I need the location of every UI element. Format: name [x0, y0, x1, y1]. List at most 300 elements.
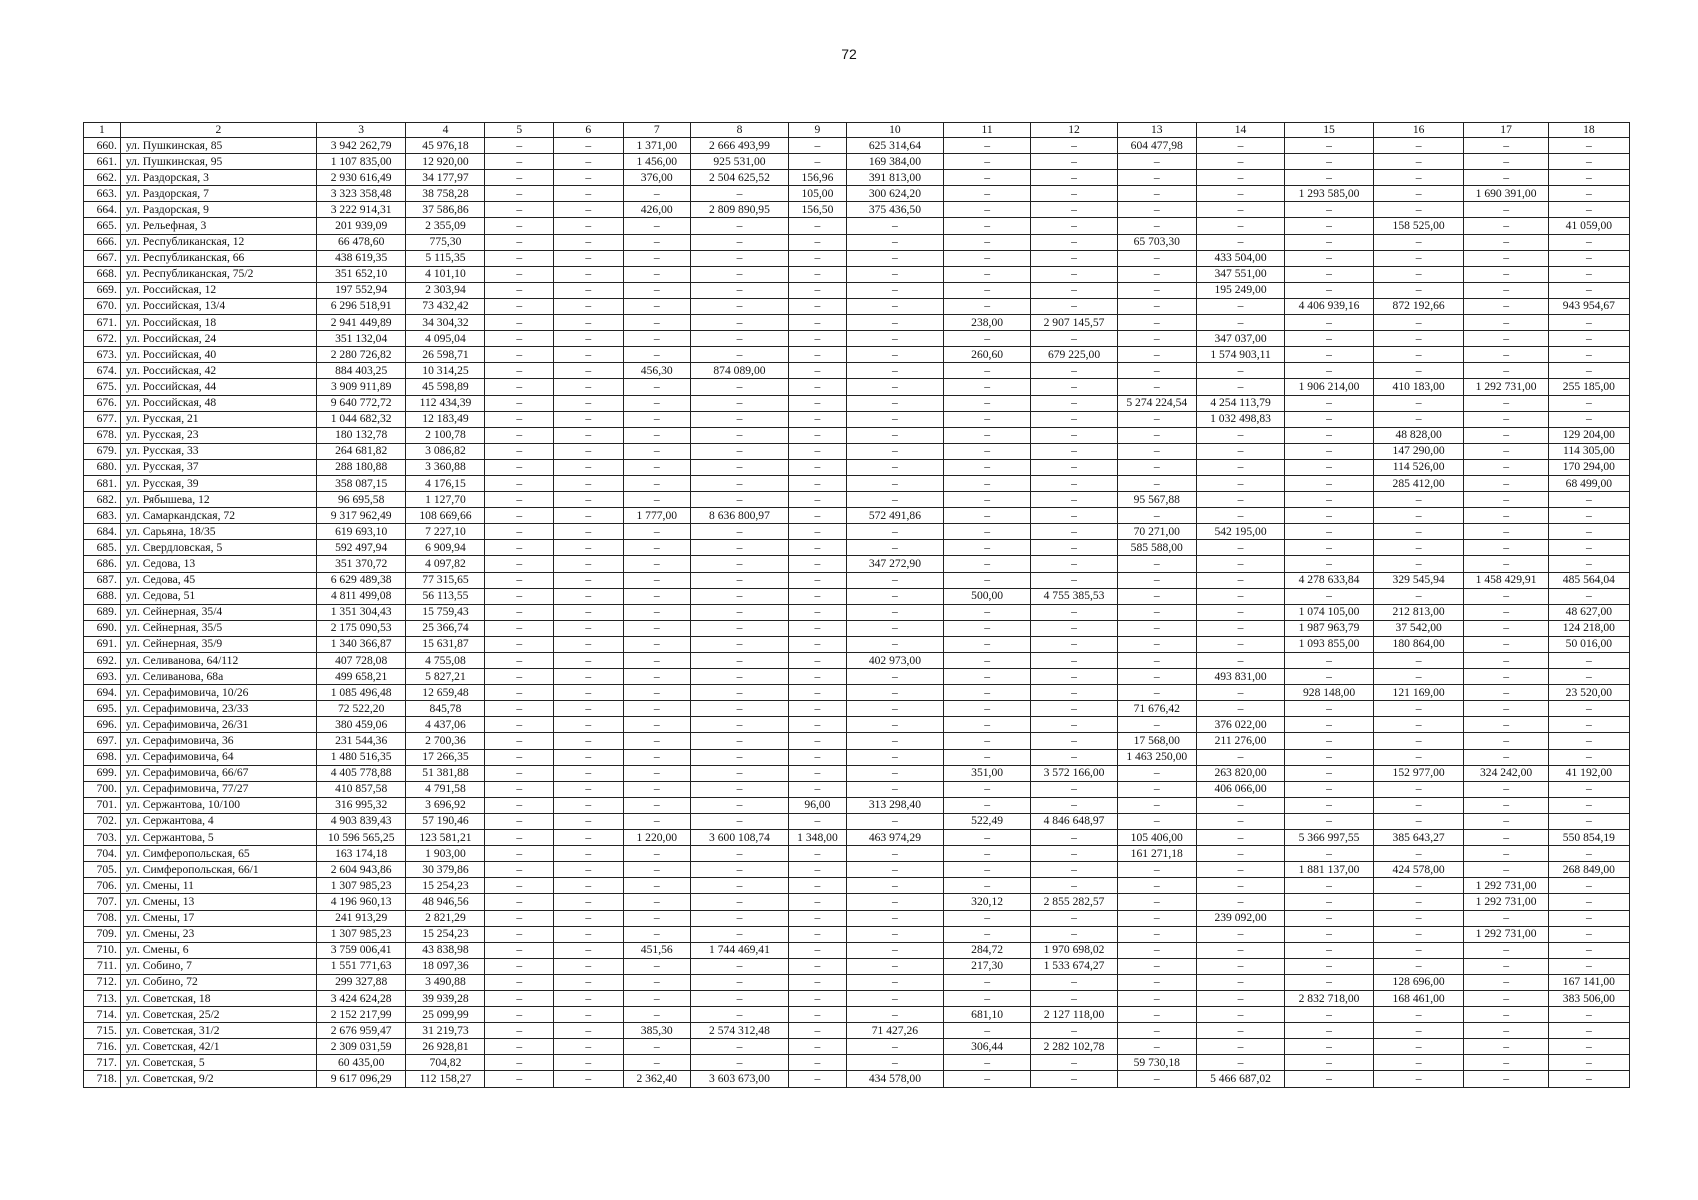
value-cell: – — [788, 846, 846, 862]
value-cell: 43 838,98 — [406, 942, 485, 958]
value-cell: – — [1464, 395, 1548, 411]
value-cell: – — [553, 926, 623, 942]
value-cell: – — [1548, 556, 1629, 572]
value-cell: – — [1117, 685, 1196, 701]
value-cell: – — [1117, 1071, 1196, 1087]
value-cell: – — [485, 266, 554, 282]
column-header: 10 — [846, 123, 943, 138]
value-cell: – — [485, 395, 554, 411]
value-cell: – — [623, 540, 690, 556]
value-cell: 105 406,00 — [1117, 830, 1196, 846]
value-cell: 180 132,78 — [316, 427, 406, 443]
value-cell: 2 504 625,52 — [690, 170, 788, 186]
value-cell: – — [1285, 974, 1374, 990]
value-cell: – — [553, 508, 623, 524]
value-cell: – — [690, 910, 788, 926]
value-cell: – — [788, 990, 846, 1006]
value-cell: – — [553, 958, 623, 974]
value-cell: 4 097,82 — [406, 556, 485, 572]
row-number: 665. — [84, 218, 121, 234]
value-cell: 56 113,55 — [406, 588, 485, 604]
value-cell: – — [1285, 958, 1374, 974]
value-cell: – — [1548, 846, 1629, 862]
value-cell: – — [846, 298, 943, 314]
value-cell: – — [846, 765, 943, 781]
value-cell: – — [553, 781, 623, 797]
value-cell: – — [623, 266, 690, 282]
value-cell: – — [623, 813, 690, 829]
value-cell: 872 192,66 — [1373, 298, 1464, 314]
value-cell: 10 596 565,25 — [316, 830, 406, 846]
address-cell: ул. Селиванова, 68а — [120, 669, 316, 685]
value-cell: – — [485, 234, 554, 250]
value-cell: 3 424 624,28 — [316, 990, 406, 1006]
address-cell: ул. Сейнерная, 35/9 — [120, 636, 316, 652]
table-row — [84, 717, 1630, 733]
value-cell: 493 831,00 — [1196, 669, 1285, 685]
value-cell: – — [1373, 701, 1464, 717]
value-cell: – — [1117, 572, 1196, 588]
address-cell: ул. Русская, 23 — [120, 427, 316, 443]
value-cell: – — [1548, 234, 1629, 250]
value-cell: 376 022,00 — [1196, 717, 1285, 733]
value-cell: – — [1031, 395, 1117, 411]
value-cell: – — [485, 1007, 554, 1023]
value-cell: 39 939,28 — [406, 990, 485, 1006]
value-cell: – — [1464, 556, 1548, 572]
value-cell: 1 970 698,02 — [1031, 942, 1117, 958]
value-cell: – — [623, 990, 690, 1006]
value-cell: – — [1373, 315, 1464, 331]
value-cell: – — [788, 862, 846, 878]
value-cell: 95 567,88 — [1117, 492, 1196, 508]
value-cell: – — [1117, 862, 1196, 878]
value-cell: 1 220,00 — [623, 830, 690, 846]
row-number: 698. — [84, 749, 121, 765]
value-cell: – — [846, 846, 943, 862]
address-cell: ул. Седова, 13 — [120, 556, 316, 572]
value-cell: – — [1373, 170, 1464, 186]
table-row — [84, 475, 1630, 491]
value-cell: – — [788, 427, 846, 443]
address-cell: ул. Сейнерная, 35/4 — [120, 604, 316, 620]
value-cell: 48 828,00 — [1373, 427, 1464, 443]
table-row — [84, 1007, 1630, 1023]
value-cell: 351 652,10 — [316, 266, 406, 282]
value-cell: 572 491,86 — [846, 508, 943, 524]
value-cell: 66 478,60 — [316, 234, 406, 250]
value-cell: – — [1464, 669, 1548, 685]
value-cell: – — [1196, 846, 1285, 862]
value-cell: – — [943, 250, 1030, 266]
value-cell: – — [1031, 910, 1117, 926]
value-cell: – — [846, 974, 943, 990]
value-cell: – — [553, 990, 623, 1006]
value-cell: – — [690, 524, 788, 540]
address-cell: ул. Русская, 37 — [120, 459, 316, 475]
value-cell: – — [1031, 298, 1117, 314]
value-cell: – — [1548, 331, 1629, 347]
value-cell: – — [553, 765, 623, 781]
value-cell: – — [943, 266, 1030, 282]
value-cell: – — [690, 282, 788, 298]
address-cell: ул. Раздорская, 7 — [120, 186, 316, 202]
value-cell: 925 531,00 — [690, 154, 788, 170]
value-cell: 1 032 498,83 — [1196, 411, 1285, 427]
table-row — [84, 524, 1630, 540]
value-cell: – — [485, 749, 554, 765]
table-row — [84, 492, 1630, 508]
value-cell: 163 174,18 — [316, 846, 406, 862]
value-cell: 70 271,00 — [1117, 524, 1196, 540]
value-cell: – — [623, 926, 690, 942]
value-cell: – — [553, 540, 623, 556]
value-cell: – — [1117, 315, 1196, 331]
value-cell: – — [1117, 475, 1196, 491]
value-cell: – — [1285, 846, 1374, 862]
row-number: 662. — [84, 170, 121, 186]
value-cell: – — [1031, 138, 1117, 154]
value-cell: – — [1548, 250, 1629, 266]
value-cell: 45 598,89 — [406, 379, 485, 395]
value-cell: – — [943, 701, 1030, 717]
value-cell: 152 977,00 — [1373, 765, 1464, 781]
value-cell: – — [485, 411, 554, 427]
address-cell: ул. Российская, 18 — [120, 315, 316, 331]
row-number: 667. — [84, 250, 121, 266]
value-cell: – — [1196, 315, 1285, 331]
value-cell: – — [846, 878, 943, 894]
value-cell: – — [623, 701, 690, 717]
value-cell: 34 304,32 — [406, 315, 485, 331]
value-cell: 456,30 — [623, 363, 690, 379]
value-cell: 4 101,10 — [406, 266, 485, 282]
value-cell: – — [788, 588, 846, 604]
value-cell: 2 604 943,86 — [316, 862, 406, 878]
value-cell: – — [553, 347, 623, 363]
value-cell: 3 909 911,89 — [316, 379, 406, 395]
value-cell: – — [788, 894, 846, 910]
value-cell: – — [690, 604, 788, 620]
value-cell: – — [943, 411, 1030, 427]
value-cell: – — [1373, 926, 1464, 942]
row-number: 675. — [84, 379, 121, 395]
value-cell: 77 315,65 — [406, 572, 485, 588]
table-row — [84, 282, 1630, 298]
value-cell: – — [1464, 266, 1548, 282]
value-cell: – — [943, 234, 1030, 250]
table-row — [84, 266, 1630, 282]
table-row — [84, 620, 1630, 636]
value-cell: 1 293 585,00 — [1285, 186, 1374, 202]
value-cell: – — [553, 830, 623, 846]
value-cell: – — [1196, 540, 1285, 556]
value-cell: – — [788, 669, 846, 685]
value-cell: 7 227,10 — [406, 524, 485, 540]
value-cell: – — [553, 218, 623, 234]
value-cell: 681,10 — [943, 1007, 1030, 1023]
value-cell: – — [1196, 234, 1285, 250]
value-cell: 3 572 166,00 — [1031, 765, 1117, 781]
value-cell: 380 459,06 — [316, 717, 406, 733]
value-cell: – — [1464, 234, 1548, 250]
row-number: 709. — [84, 926, 121, 942]
value-cell: – — [788, 572, 846, 588]
value-cell: – — [1373, 1039, 1464, 1055]
value-cell: – — [846, 218, 943, 234]
value-cell: – — [1031, 669, 1117, 685]
value-cell: – — [1548, 1007, 1629, 1023]
value-cell: – — [1548, 958, 1629, 974]
value-cell: – — [690, 411, 788, 427]
value-cell: – — [1196, 636, 1285, 652]
value-cell: – — [1464, 974, 1548, 990]
value-cell: 2 666 493,99 — [690, 138, 788, 154]
value-cell: – — [1464, 1007, 1548, 1023]
value-cell: – — [1285, 733, 1374, 749]
value-cell: – — [485, 862, 554, 878]
value-cell: – — [623, 556, 690, 572]
value-cell: – — [1285, 202, 1374, 218]
address-cell: ул. Российская, 44 — [120, 379, 316, 395]
value-cell: – — [1285, 1007, 1374, 1023]
value-cell: – — [1031, 379, 1117, 395]
value-cell: – — [846, 524, 943, 540]
row-number: 701. — [84, 797, 121, 813]
address-cell: ул. Российская, 48 — [120, 395, 316, 411]
value-cell: – — [1373, 1023, 1464, 1039]
value-cell: 4 846 648,97 — [1031, 813, 1117, 829]
value-cell: 9 640 772,72 — [316, 395, 406, 411]
value-cell: 351 132,04 — [316, 331, 406, 347]
table-row — [84, 862, 1630, 878]
address-cell: ул. Советская, 25/2 — [120, 1007, 316, 1023]
value-cell: – — [1373, 749, 1464, 765]
value-cell: – — [1464, 636, 1548, 652]
value-cell: – — [1196, 797, 1285, 813]
value-cell: – — [846, 459, 943, 475]
value-cell: – — [1031, 186, 1117, 202]
value-cell: – — [1196, 588, 1285, 604]
row-number: 685. — [84, 540, 121, 556]
value-cell: – — [1373, 717, 1464, 733]
row-number: 671. — [84, 315, 121, 331]
value-cell: 26 928,81 — [406, 1039, 485, 1055]
value-cell: – — [1464, 1023, 1548, 1039]
value-cell: – — [1196, 443, 1285, 459]
value-cell: 197 552,94 — [316, 282, 406, 298]
value-cell: 391 813,00 — [846, 170, 943, 186]
table-row — [84, 846, 1630, 862]
table-row — [84, 974, 1630, 990]
value-cell: – — [623, 878, 690, 894]
value-cell: – — [1464, 540, 1548, 556]
value-cell: – — [1117, 379, 1196, 395]
value-cell: – — [788, 234, 846, 250]
value-cell: 3 603 673,00 — [690, 1071, 788, 1087]
value-cell: – — [690, 572, 788, 588]
value-cell: – — [553, 379, 623, 395]
value-cell: – — [1373, 282, 1464, 298]
value-cell: 123 581,21 — [406, 830, 485, 846]
value-cell: – — [1464, 508, 1548, 524]
address-cell: ул. Русская, 33 — [120, 443, 316, 459]
value-cell: – — [943, 604, 1030, 620]
value-cell: – — [1548, 588, 1629, 604]
value-cell: 704,82 — [406, 1055, 485, 1071]
value-cell: – — [1373, 138, 1464, 154]
value-cell: – — [1031, 926, 1117, 942]
value-cell: – — [1117, 942, 1196, 958]
value-cell: 1 574 903,11 — [1196, 347, 1285, 363]
value-cell: – — [788, 492, 846, 508]
address-cell: ул. Пушкинская, 85 — [120, 138, 316, 154]
address-cell: ул. Раздорская, 9 — [120, 202, 316, 218]
value-cell: – — [553, 653, 623, 669]
value-cell: – — [485, 379, 554, 395]
value-cell: – — [1464, 910, 1548, 926]
value-cell: – — [846, 588, 943, 604]
value-cell: – — [1548, 363, 1629, 379]
value-cell: 522,49 — [943, 813, 1030, 829]
row-number: 664. — [84, 202, 121, 218]
value-cell: – — [1285, 1071, 1374, 1087]
value-cell: – — [1285, 475, 1374, 491]
value-cell: – — [943, 298, 1030, 314]
value-cell: 6 629 489,38 — [316, 572, 406, 588]
value-cell: – — [623, 395, 690, 411]
value-cell: – — [1117, 282, 1196, 298]
value-cell: – — [1117, 556, 1196, 572]
value-cell: – — [485, 508, 554, 524]
value-cell: 6 296 518,91 — [316, 298, 406, 314]
value-cell: – — [1464, 218, 1548, 234]
value-cell: – — [553, 475, 623, 491]
value-cell: – — [1285, 492, 1374, 508]
address-cell: ул. Рельефная, 3 — [120, 218, 316, 234]
value-cell: – — [690, 540, 788, 556]
row-number: 661. — [84, 154, 121, 170]
row-number: 713. — [84, 990, 121, 1006]
value-cell: 351,00 — [943, 765, 1030, 781]
address-cell: ул. Советская, 31/2 — [120, 1023, 316, 1039]
value-cell: – — [690, 813, 788, 829]
value-cell: – — [1117, 1007, 1196, 1023]
row-number: 692. — [84, 653, 121, 669]
value-cell: – — [1117, 813, 1196, 829]
value-cell: – — [690, 218, 788, 234]
value-cell: – — [1548, 315, 1629, 331]
value-cell: – — [623, 298, 690, 314]
value-cell: 385 643,27 — [1373, 830, 1464, 846]
table-row — [84, 186, 1630, 202]
value-cell: – — [1373, 781, 1464, 797]
row-number: 684. — [84, 524, 121, 540]
value-cell: 212 813,00 — [1373, 604, 1464, 620]
value-cell: 426,00 — [623, 202, 690, 218]
value-cell: – — [1464, 475, 1548, 491]
value-cell: 1 107 835,00 — [316, 154, 406, 170]
value-cell: – — [485, 492, 554, 508]
row-number: 706. — [84, 878, 121, 894]
row-number: 699. — [84, 765, 121, 781]
value-cell: – — [1548, 701, 1629, 717]
value-cell: – — [943, 862, 1030, 878]
value-cell: – — [485, 331, 554, 347]
table-row — [84, 669, 1630, 685]
value-cell: – — [623, 765, 690, 781]
value-cell: – — [1196, 492, 1285, 508]
value-cell: – — [553, 717, 623, 733]
row-number: 669. — [84, 282, 121, 298]
value-cell: – — [1196, 620, 1285, 636]
value-cell: – — [690, 846, 788, 862]
row-number: 677. — [84, 411, 121, 427]
value-cell: 499 658,21 — [316, 669, 406, 685]
value-cell: – — [1548, 186, 1629, 202]
value-cell: – — [1464, 524, 1548, 540]
value-cell: – — [485, 1055, 554, 1071]
value-cell: 1 127,70 — [406, 492, 485, 508]
value-cell: 320,12 — [943, 894, 1030, 910]
value-cell: – — [943, 170, 1030, 186]
value-cell: – — [623, 347, 690, 363]
value-cell: – — [553, 846, 623, 862]
value-cell: – — [943, 974, 1030, 990]
value-cell: – — [1285, 411, 1374, 427]
value-cell: – — [690, 250, 788, 266]
value-cell: 1 480 516,35 — [316, 749, 406, 765]
value-cell: – — [485, 1023, 554, 1039]
value-cell: – — [1117, 1023, 1196, 1039]
value-cell: – — [1117, 508, 1196, 524]
value-cell: – — [553, 604, 623, 620]
column-header: 8 — [690, 123, 788, 138]
value-cell: – — [943, 926, 1030, 942]
value-cell: 71 427,26 — [846, 1023, 943, 1039]
value-cell: – — [943, 556, 1030, 572]
value-cell: – — [1464, 170, 1548, 186]
row-number: 717. — [84, 1055, 121, 1071]
value-cell: – — [485, 813, 554, 829]
value-cell: – — [690, 475, 788, 491]
table-row — [84, 411, 1630, 427]
value-cell: 48 627,00 — [1548, 604, 1629, 620]
value-cell: – — [553, 701, 623, 717]
table-row — [84, 154, 1630, 170]
value-cell: 6 909,94 — [406, 540, 485, 556]
row-number: 670. — [84, 298, 121, 314]
row-number: 678. — [84, 427, 121, 443]
value-cell: – — [623, 524, 690, 540]
value-cell: – — [1117, 669, 1196, 685]
value-cell: 129 204,00 — [1548, 427, 1629, 443]
value-cell: – — [623, 958, 690, 974]
value-cell: – — [846, 492, 943, 508]
value-cell: – — [623, 1055, 690, 1071]
value-cell: – — [485, 620, 554, 636]
value-cell: 2 907 145,57 — [1031, 315, 1117, 331]
value-cell: 9 317 962,49 — [316, 508, 406, 524]
value-cell: – — [1117, 250, 1196, 266]
value-cell: – — [788, 685, 846, 701]
value-cell: 211 276,00 — [1196, 733, 1285, 749]
column-header: 11 — [943, 123, 1030, 138]
value-cell: – — [1031, 1071, 1117, 1087]
value-cell: 25 366,74 — [406, 620, 485, 636]
value-cell: – — [1464, 202, 1548, 218]
value-cell: – — [690, 298, 788, 314]
